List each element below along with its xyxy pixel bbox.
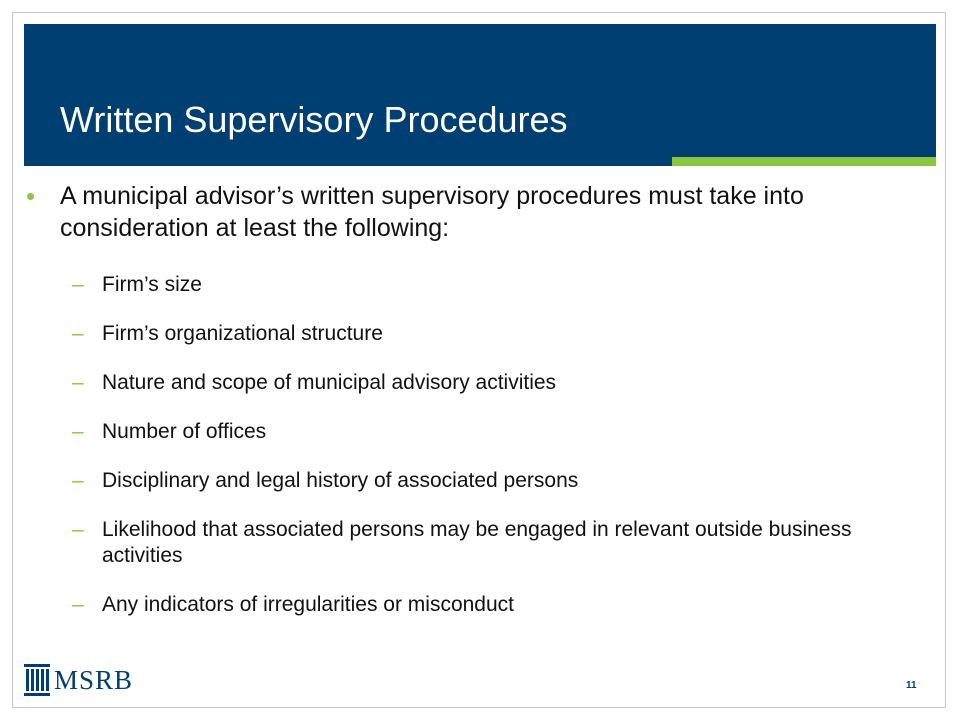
dash-marker: – (72, 273, 84, 296)
accent-bar (672, 157, 936, 166)
main-bullet-text: A municipal advisor’s written supervisory procedures must take into consideration at least the following: (60, 182, 804, 242)
logo-text: MSRB (54, 665, 134, 695)
sub-bullet-item (72, 321, 932, 347)
slide-title: Written Supervisory Procedures (60, 99, 568, 140)
dash-marker: – (72, 371, 84, 394)
sub-bullet-item (72, 272, 932, 298)
sub-bullet-item (72, 419, 932, 445)
title-band (24, 24, 936, 166)
dash-marker: – (72, 593, 84, 616)
bullet-dot: • (26, 181, 36, 211)
dash-marker: – (72, 469, 84, 492)
sub-bullet-text: Nature and scope of municipal advisory activities (102, 371, 557, 394)
column-logo-icon (22, 662, 52, 698)
sub-bullet-text: Number of offices (102, 420, 267, 443)
main-bullet (26, 180, 906, 244)
dash-marker: – (72, 518, 84, 541)
sub-bullet-text: Firm’s organizational structure (102, 322, 383, 345)
dash-marker: – (72, 322, 84, 345)
sub-bullet-text: Likelihood that associated persons may be engaged in relevant outside business activities (102, 518, 852, 567)
sub-bullet-text: Disciplinary and legal history of associated persons (102, 469, 579, 492)
sub-bullet-list (72, 272, 932, 641)
sub-bullet-item (72, 370, 932, 396)
msrb-logo (22, 660, 133, 700)
dash-marker: – (72, 420, 84, 443)
sub-bullet-text: Any indicators of irregularities or misconduct (102, 593, 515, 616)
sub-bullet-item (72, 592, 932, 618)
sub-bullet-item (72, 517, 932, 569)
sub-bullet-item (72, 468, 932, 494)
page-number: 11 (906, 680, 917, 691)
sub-bullet-text: Firm’s size (102, 273, 202, 296)
